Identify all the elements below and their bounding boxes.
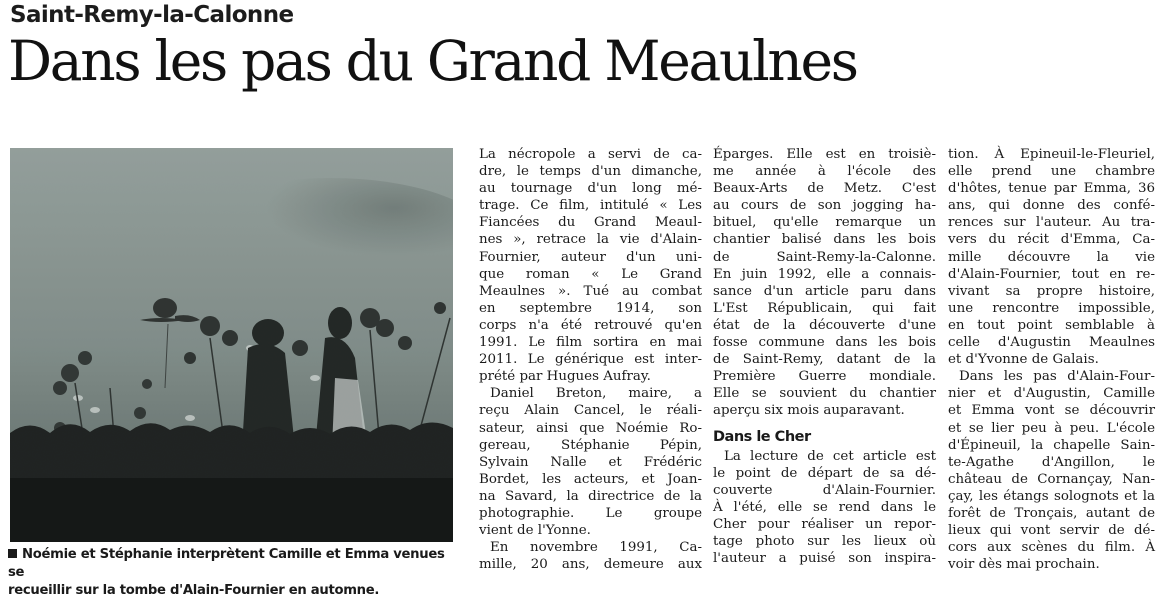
text-line: en septembre 1914, son <box>479 300 702 316</box>
text-line: En juin 1992, elle a connais- <box>713 266 936 282</box>
text-line: sance d'un article paru dans <box>713 283 936 299</box>
text-line: Sylvain Nalle et Frédéric <box>479 454 702 470</box>
text-line: prété par Hugues Aufray. <box>479 369 651 385</box>
text-line: En novembre 1991, Ca- <box>490 540 702 556</box>
text-line: mille, 20 ans, demeure aux <box>479 557 702 573</box>
subheading: Dans le Cher <box>713 428 811 445</box>
text-line: 2011. Le générique est inter- <box>479 352 702 368</box>
text-line: de Saint-Remy-la-Calonne. <box>713 249 936 265</box>
article-column-2 <box>713 146 936 567</box>
text-line: te-Agathe d'Angillon, le <box>948 454 1155 470</box>
text-line: couverte d'Alain-Fournier. <box>713 482 936 498</box>
text-line: nier et d'Augustin, Camille <box>948 386 1155 402</box>
article-photo <box>10 148 453 542</box>
text-line: de Saint-Remy, datant de la <box>713 352 936 368</box>
text-line: elle prend une chambre <box>948 164 1155 180</box>
text-line: Dans les pas d'Alain-Four- <box>959 369 1155 385</box>
text-line: et se lier peu à peu. L'école <box>948 420 1155 436</box>
text-line: reçu Alain Cancel, le réali- <box>479 403 702 419</box>
text-line: La nécropole a servi de ca- <box>479 147 702 162</box>
text-line: dre, le temps d'un dimanche, <box>479 164 702 180</box>
text-line: photographie. Le groupe <box>479 505 702 521</box>
text-line: çay, les étangs solognots et la <box>948 488 1155 504</box>
text-line: d'Alain-Fournier, tout en re- <box>948 266 1155 282</box>
text-line: Cher pour réaliser un repor- <box>713 516 936 532</box>
text-line: Bordet, les acteurs, et Joan- <box>479 471 702 487</box>
photo-illustration <box>10 148 453 542</box>
text-line: corps n'a été retrouvé qu'en <box>479 317 702 333</box>
text-line: vers du récit d'Emma, Ca- <box>948 232 1155 248</box>
text-line: au cours de son jogging ha- <box>713 198 936 214</box>
text-line: château de Cornançay, Nan- <box>948 471 1155 487</box>
text-line: mille découvre la vie <box>948 249 1155 265</box>
text-line: L'Est Républicain, qui fait <box>713 300 936 316</box>
text-line: d'Épineuil, la chapelle Sain- <box>948 437 1155 453</box>
text-line: vivant sa propre histoire, <box>948 283 1155 299</box>
caption-line-2: recueillir sur la tombe d'Alain-Fournier en automne. <box>8 583 380 598</box>
text-line: Daniel Breton, maire, a <box>490 386 702 402</box>
text-line: Elle se souvient du chantier <box>713 386 936 402</box>
text-line: Première Guerre mondiale. <box>713 369 936 385</box>
text-line: sateur, ainsi que Noémie Ro- <box>479 420 702 436</box>
text-line: au tournage d'un long mé- <box>479 181 702 197</box>
text-line: aperçu six mois auparavant. <box>713 403 905 419</box>
text-line: rences sur l'auteur. Au tra- <box>948 215 1155 231</box>
text-line: Fiancées du Grand Meaul- <box>479 215 702 231</box>
text-line: 1991. Le film sortira en mai <box>479 335 702 351</box>
text-line: Éparges. Elle est en troisiè- <box>713 147 936 162</box>
text-line: lieux qui vont servir de dé- <box>948 523 1155 539</box>
photo-caption <box>8 546 458 600</box>
text-line: tion. À Epineuil-le-Fleuriel, <box>948 147 1155 162</box>
kicker-location: Saint-Remy-la-Calonne <box>10 2 294 28</box>
text-line: na Savard, la directrice de la <box>479 488 702 504</box>
text-line: celle d'Augustin Meaulnes <box>948 335 1155 351</box>
text-line: l'auteur a puisé son inspira- <box>713 551 936 567</box>
text-line: trage. Ce film, intitulé « Les <box>479 198 702 214</box>
headline: Dans les pas du Grand Meaulnes <box>8 29 857 93</box>
text-line: d'hôtes, tenue par Emma, 36 <box>948 181 1155 197</box>
text-line: cors aux scènes du film. À <box>948 540 1155 556</box>
text-line: bituel, qu'elle remarque un <box>713 215 936 231</box>
text-line: ans, qui donne des confé- <box>948 198 1155 214</box>
text-line: une rencontre impossible, <box>948 300 1155 316</box>
article-column-3 <box>948 146 1155 573</box>
text-line: gereau, Stéphanie Pépin, <box>479 437 702 453</box>
text-line: nes », retrace la vie d'Alain- <box>479 232 702 248</box>
text-line: À l'été, elle se rend dans le <box>713 499 936 515</box>
text-line: vient de l'Yonne. <box>479 523 591 539</box>
text-line: et d'Yvonne de Galais. <box>948 352 1099 368</box>
text-line: tage photo sur les lieux où <box>713 533 936 549</box>
article-column-1 <box>479 146 702 573</box>
text-line: La lecture de cet article est <box>724 448 936 464</box>
text-line: le point de départ de sa dé- <box>713 465 936 481</box>
text-line: que roman « Le Grand <box>479 266 702 282</box>
text-line: et Emma vont se découvrir <box>948 403 1155 419</box>
text-line: forêt de Tronçais, autant de <box>948 505 1155 521</box>
text-line: chantier balisé dans les bois <box>713 232 936 248</box>
text-line: voir dès mai prochain. <box>948 557 1100 573</box>
text-line: me année à l'école des <box>713 164 936 180</box>
caption-line-1: Noémie et Stéphanie interprètent Camille et Emma venues se <box>8 547 445 580</box>
square-bullet-icon <box>8 549 17 558</box>
text-line: Beaux-Arts de Metz. C'est <box>713 181 936 197</box>
text-line: fosse commune dans les bois <box>713 335 936 351</box>
text-line: Fournier, auteur d'un uni- <box>479 249 702 265</box>
text-line: en tout point semblable à <box>948 317 1155 333</box>
text-line: Meaulnes ». Tué au combat <box>479 283 702 299</box>
text-line: état de la découverte d'une <box>713 317 936 333</box>
